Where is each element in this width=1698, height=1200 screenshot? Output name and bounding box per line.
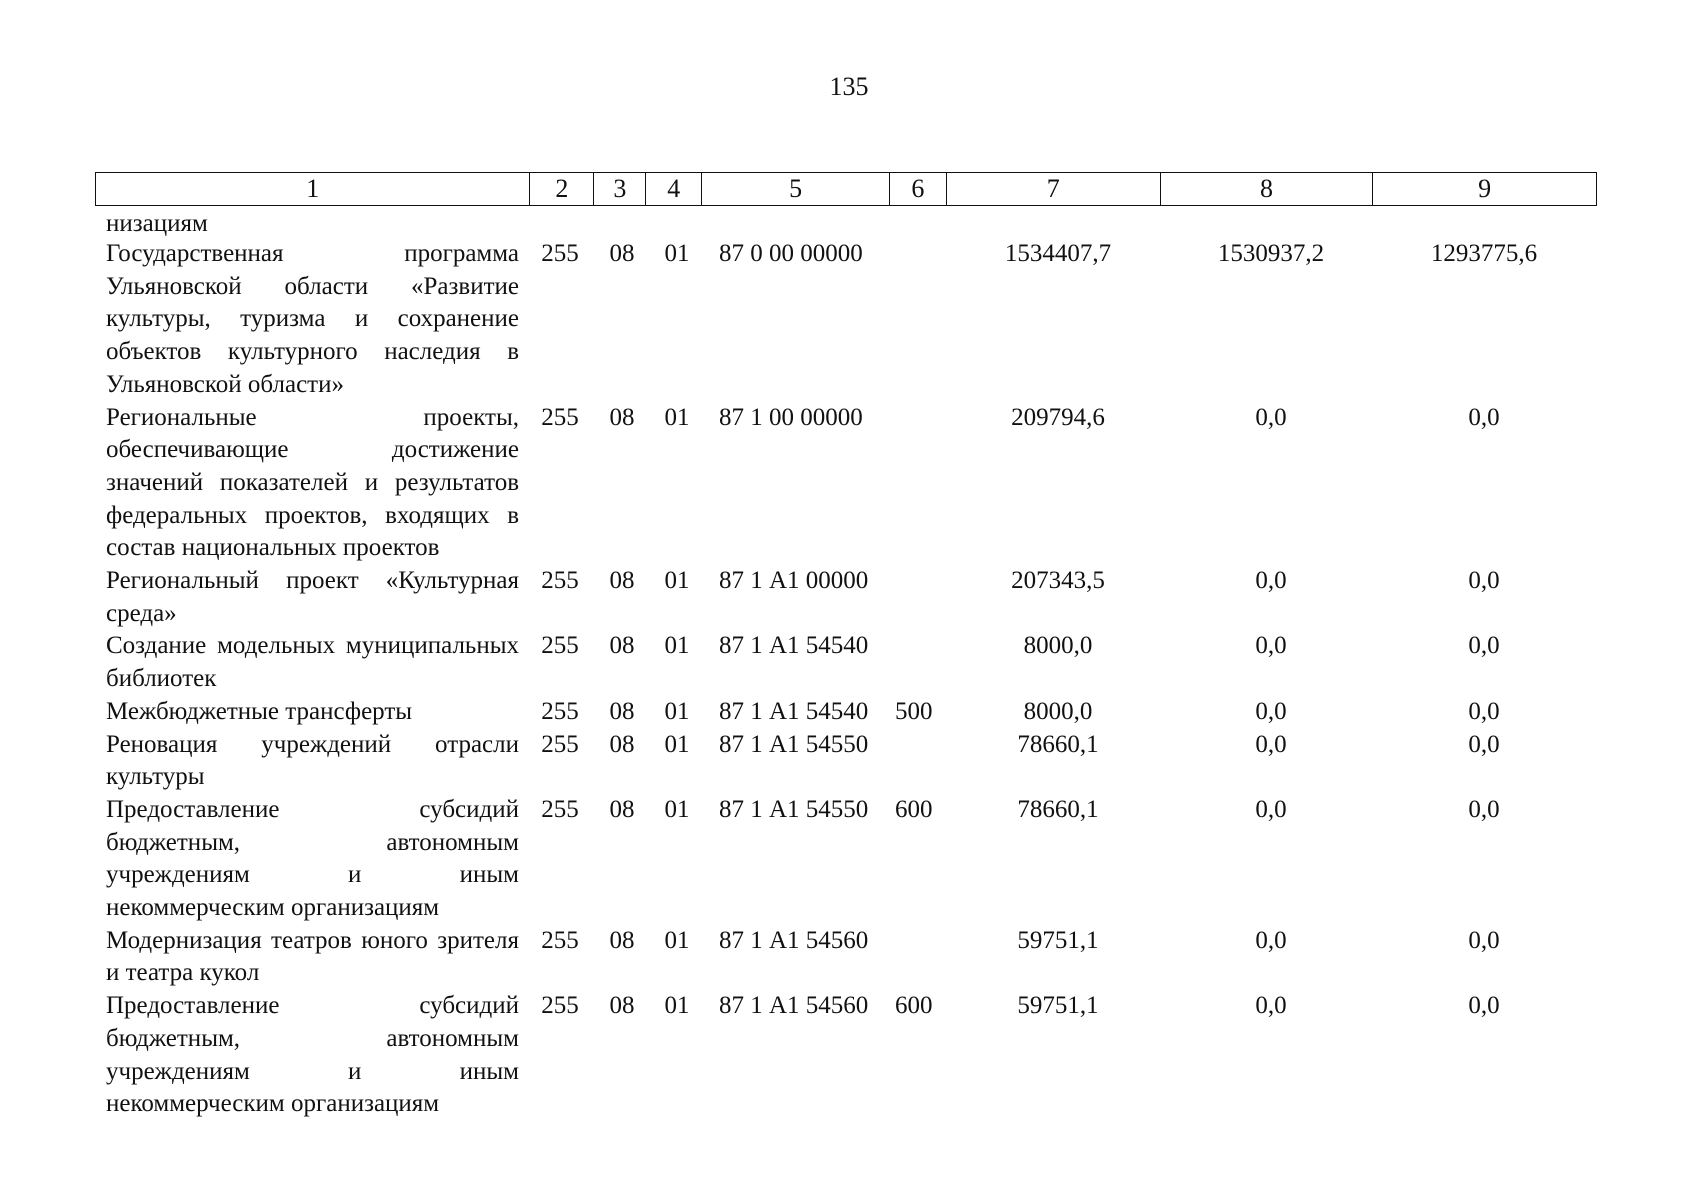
row-col-8: 0,0: [1255, 403, 1287, 431]
row-col-3: 08: [609, 795, 635, 823]
row-col-3: 08: [609, 632, 635, 660]
row-col-3: 08: [609, 403, 635, 431]
header-col-4: 4: [646, 173, 702, 205]
table-row: [95, 794, 1597, 925]
header-col-9: 9: [1478, 174, 1492, 203]
row-col-7: 209794,6: [1011, 403, 1105, 431]
table-row: [95, 696, 1597, 729]
row-col-4: 01: [664, 795, 690, 823]
row-col-4: 01: [664, 992, 690, 1020]
row-col-5: 87 1 А1 54540: [719, 697, 869, 725]
row-col-7: 1534407,7: [1004, 240, 1112, 267]
row-col-4: 01: [664, 730, 690, 758]
row-col-2: 255: [541, 697, 579, 725]
row-col-2: 255: [541, 795, 579, 823]
row-col-6: [895, 402, 951, 566]
row-col-7: 8000,0: [1023, 697, 1093, 725]
row-col-9: 0,0: [1468, 795, 1500, 823]
row-name: Предоставление субсидий бюджетным, автономным учреждениям и иным некоммерческим организациям: [106, 795, 519, 922]
row-col-7: 59751,1: [1017, 926, 1099, 954]
row-col-6: [895, 925, 951, 990]
row-col-8: 0,0: [1255, 992, 1287, 1020]
row-col-4: 01: [664, 403, 690, 431]
row-col-7: 59751,1: [1017, 992, 1099, 1020]
row-col-5: 87 1 00 00000: [719, 403, 863, 431]
row-col-2: 255: [541, 632, 579, 660]
row-name: Создание модельных муниципальных библиотек: [106, 632, 519, 693]
row-col-4: 01: [664, 697, 690, 725]
header-col-5: 5: [702, 173, 890, 205]
row-col-9: 0,0: [1468, 730, 1500, 758]
row-col-9: 1293775,6: [1430, 240, 1538, 267]
row-col-4: 01: [664, 632, 690, 660]
table-row: [95, 402, 1597, 566]
row-col-7: 78660,1: [1017, 730, 1099, 758]
row-col-8: 0,0: [1255, 697, 1287, 725]
row-col-8: 0,0: [1255, 730, 1287, 758]
row-col-9: 0,0: [1468, 632, 1500, 660]
table-row: [95, 238, 1597, 402]
row-col-2: 255: [541, 730, 579, 758]
row-col-3: 08: [609, 992, 635, 1020]
row-col-7: 207343,5: [1011, 567, 1105, 595]
table-row: [95, 630, 1597, 695]
row-col-4: 01: [664, 240, 690, 267]
row-col-5: 87 1 А1 54550: [719, 730, 869, 758]
header-col-1: 1: [96, 173, 530, 205]
rows-container: [95, 238, 1597, 1121]
row-col-6: [895, 238, 951, 402]
header-col-2: 2: [530, 173, 594, 205]
row-col-6: 600: [895, 795, 933, 823]
row-col-3: 08: [609, 926, 635, 954]
row-col-4: 01: [664, 926, 690, 954]
row-col-8: 1530937,2: [1217, 240, 1325, 267]
header-col-6: 6: [890, 173, 947, 205]
row-name: Межбюджетные трансферты: [106, 697, 413, 725]
header-col-8: 8: [1161, 173, 1374, 205]
table-row: [95, 565, 1597, 630]
row-col-9: 0,0: [1468, 403, 1500, 431]
row-col-9: 0,0: [1468, 697, 1500, 725]
row-col-5: 87 1 А1 54560: [719, 926, 869, 954]
row-col-3: 08: [609, 730, 635, 758]
table-row: [95, 925, 1597, 990]
row-col-2: 255: [541, 403, 579, 431]
row-col-6: [895, 729, 951, 794]
row-name: Региональные проекты, обеспечивающие достижение значений показателей и результатов федеральных проектов, входящих в состав национальных проектов: [106, 403, 519, 562]
row-col-4: 01: [664, 567, 690, 595]
row-col-3: 08: [609, 567, 635, 595]
row-col-8: 0,0: [1255, 926, 1287, 954]
row-col-9: 0,0: [1468, 992, 1500, 1020]
row-col-6: [895, 565, 951, 630]
row-col-5: 87 0 00 00000: [719, 240, 863, 267]
row-name: Государственная программа Ульяновской области «Развитие культуры, туризма и сохранение объектов культурного наследия в Ульяновской области»: [106, 240, 519, 398]
row-col-6: 500: [895, 697, 933, 725]
row-name: Региональный проект «Культурная среда»: [106, 567, 519, 627]
row-col-8: 0,0: [1255, 795, 1287, 823]
table-header: [95, 172, 1597, 206]
row-col-5: 87 1 А1 00000: [719, 567, 869, 595]
row-col-3: 08: [609, 240, 635, 267]
page-number: 135: [829, 72, 869, 101]
row-col-5: 87 1 А1 54540: [719, 632, 869, 660]
header-col-3: 3: [594, 173, 646, 205]
row-col-6: 600: [895, 992, 933, 1020]
row-col-8: 0,0: [1255, 567, 1287, 595]
row-col-6: [895, 630, 951, 695]
table-row: [95, 990, 1597, 1121]
row-col-9: 0,0: [1468, 926, 1500, 954]
header-col-7: 7: [947, 173, 1161, 205]
row-name: Модернизация театров юного зрителя и театра кукол: [106, 926, 519, 987]
row-name: Предоставление субсидий бюджетным, автономным учреждениям и иным некоммерческим организациям: [106, 992, 519, 1118]
row-name: Реновация учреждений отрасли культуры: [106, 730, 519, 791]
row-col-7: 78660,1: [1017, 795, 1099, 823]
row-col-2: 255: [541, 240, 579, 267]
row-col-8: 0,0: [1255, 632, 1287, 660]
table-row: [95, 729, 1597, 794]
row-col-5: 87 1 А1 54560: [719, 992, 869, 1020]
row-col-2: 255: [541, 567, 579, 595]
continuation-text: низациям: [106, 210, 208, 237]
row-col-9: 0,0: [1468, 567, 1500, 595]
row-col-3: 08: [609, 697, 635, 725]
table-body: [95, 210, 1597, 1121]
row-col-2: 255: [541, 926, 579, 954]
row-col-2: 255: [541, 992, 579, 1020]
row-col-7: 8000,0: [1023, 632, 1093, 660]
row-col-5: 87 1 А1 54550: [719, 795, 869, 823]
